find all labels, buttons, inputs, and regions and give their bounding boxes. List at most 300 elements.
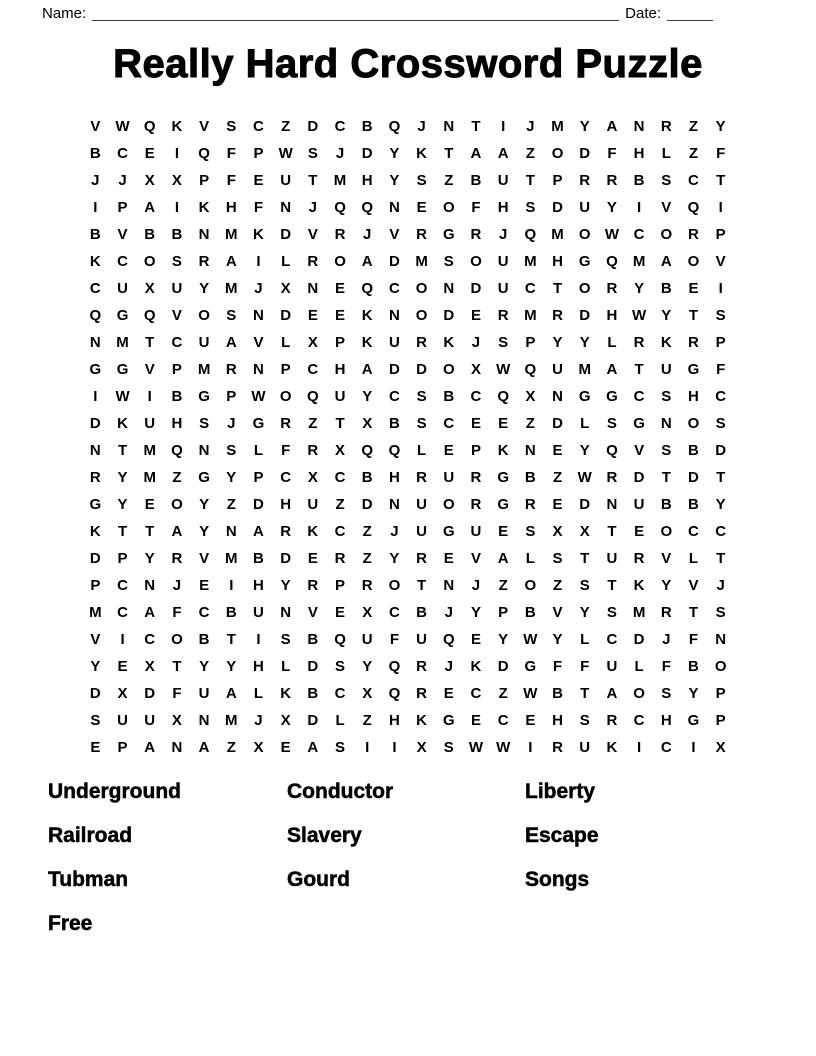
grid-letter: A [361,253,373,270]
grid-letter: E [688,280,699,297]
grid-row [82,572,735,599]
grid-letter: C [388,280,400,297]
grid-letter: B [552,685,563,702]
grid-letter: G [442,226,455,243]
grid-letter: R [633,334,645,351]
grid-letter: E [335,307,346,324]
grid-letter: Y [661,577,672,594]
grid-letter: A [470,145,482,162]
grid-letter: R [198,253,210,270]
grid-letter: D [470,280,482,297]
grid-letter: A [198,739,210,756]
grid-letter: V [199,550,210,567]
grid-letter: V [688,577,699,594]
grid-letter: T [580,685,590,702]
grid-letter: T [417,577,427,594]
grid-letter: K [416,712,428,729]
grid-letter: K [89,253,101,270]
grid-row [82,248,735,275]
word-item: Liberty [525,780,596,803]
grid-letter: X [307,334,318,351]
grid-letter: O [578,226,591,243]
grid-letter: D [307,658,319,675]
grid-letter: X [253,739,264,756]
grid-letter: S [335,658,346,675]
grid-letter: Q [334,199,346,216]
grid-letter: O [660,523,673,540]
grid-letter: H [633,145,645,162]
grid-letter: N [388,307,400,324]
grid-letter: R [660,604,672,621]
grid-letter: X [362,415,373,432]
grid-letter: A [144,604,156,621]
grid-letter: R [416,469,428,486]
grid-letter: C [117,604,128,621]
grid-letter: B [307,631,319,648]
grid-letter: S [416,415,427,432]
word-list-column [48,770,287,946]
grid-letter: Y [117,496,128,513]
grid-letter: N [253,307,264,324]
grid-letter: S [443,253,454,270]
grid-letter: Q [361,280,374,297]
grid-letter: W [251,388,266,405]
grid-letter: B [688,496,699,513]
grid-letter: G [442,712,455,729]
grid-letter: L [335,712,345,729]
grid-letter: H [606,307,618,324]
grid-letter: U [361,631,373,648]
grid-letter: O [388,577,401,594]
grid-letter: L [525,550,535,567]
word-item: Songs [525,868,590,891]
grid-row [82,491,735,518]
grid-letter: G [198,469,210,486]
grid-letter: T [552,280,563,297]
grid-letter: T [172,658,182,675]
grid-letter: E [199,577,210,594]
grid-letter: F [688,631,699,648]
grid-letter: M [225,226,238,243]
grid-letter: Y [144,550,155,567]
grid-letter: U [307,496,319,513]
grid-letter: J [308,199,318,216]
grid-letter: R [416,550,428,567]
grid-letter: Q [388,685,401,702]
grid-letter: Q [388,442,401,459]
grid-letter: C [633,388,645,405]
grid-letter: P [715,712,726,729]
grid-letter: O [171,631,183,648]
grid-letter: T [525,172,535,189]
grid-letter: B [144,226,156,243]
grid-letter: M [524,307,537,324]
grid-letter: G [116,361,129,378]
grid-letter: Z [688,118,699,135]
grid-letter: H [361,172,373,189]
grid-letter: B [171,226,183,243]
grid-letter: R [633,550,645,567]
grid-letter: W [115,118,130,135]
grid-letter: G [606,388,618,405]
grid-letter: C [660,739,672,756]
grid-letter: A [144,199,156,216]
grid-letter: B [443,388,455,405]
grid-letter: B [660,280,672,297]
grid-letter: R [660,118,672,135]
grid-letter: S [661,388,672,405]
grid-letter: U [416,496,428,513]
grid-letter: U [171,280,183,297]
grid-letter: Q [497,388,509,405]
grid-letter: B [524,604,536,621]
grid-letter: C [606,631,618,648]
grid-letter: M [116,334,129,351]
grid-letter: O [470,253,482,270]
grid-letter: X [362,685,373,702]
word-list-column [525,770,725,946]
grid-letter: A [497,145,509,162]
grid-row [82,518,735,545]
grid-letter: Y [389,145,400,162]
grid-letter: J [498,226,508,243]
grid-letter: G [116,307,129,324]
grid-letter: J [363,226,372,243]
grid-letter: C [334,523,346,540]
grid-letter: J [444,604,453,621]
grid-letter: S [443,739,454,756]
grid-letter: T [308,172,318,189]
grid-letter: V [661,199,672,216]
grid-letter: A [225,334,237,351]
grid-letter: X [144,658,155,675]
grid-letter: X [470,361,481,378]
grid-letter: S [715,415,726,432]
grid-letter: Y [280,577,291,594]
grid-letter: I [256,253,261,270]
grid-letter: Q [171,442,183,459]
grid-letter: G [497,496,509,513]
grid-letter: L [580,415,590,432]
letter-grid [82,113,735,761]
grid-letter: N [524,442,536,459]
grid-letter: T [335,415,345,432]
grid-letter: Y [199,658,210,675]
grid-letter: X [715,739,726,756]
grid-letter: Q [524,361,537,378]
grid-letter: E [335,604,346,621]
grid-letter: E [144,145,155,162]
grid-letter: D [89,415,101,432]
grid-letter: I [637,739,642,756]
grid-letter: C [334,118,346,135]
grid-letter: Z [281,118,291,135]
grid-letter: A [171,523,183,540]
grid-letter: M [333,172,347,189]
grid-row [82,599,735,626]
grid-letter: O [334,253,346,270]
grid-letter: E [253,172,264,189]
grid-letter: M [225,550,238,567]
grid-letter: I [718,280,723,297]
grid-letter: T [471,118,481,135]
grid-letter: C [470,388,482,405]
grid-letter: Z [498,685,508,702]
grid-letter: L [281,658,291,675]
grid-letter: B [524,469,536,486]
grid-letter: W [523,631,538,648]
grid-letter: S [498,334,509,351]
grid-letter: S [525,199,536,216]
grid-letter: U [443,469,455,486]
grid-letter: I [147,388,152,405]
grid-letter: A [225,253,237,270]
grid-letter: N [280,604,292,621]
grid-letter: E [117,658,128,675]
grid-row [82,194,735,221]
grid-letter: Z [172,469,182,486]
grid-letter: E [552,442,563,459]
grid-letter: T [117,523,128,540]
grid-letter: R [334,550,346,567]
grid-letter: P [715,685,726,702]
grid-letter: H [253,658,264,675]
grid-letter: V [634,442,645,459]
grid-letter: I [365,739,370,756]
grid-letter: E [144,496,155,513]
grid-letter: I [174,145,179,162]
grid-letter: H [660,712,672,729]
grid-letter: R [416,226,428,243]
grid-letter: U [117,712,128,729]
word-item: Conductor [287,780,394,803]
grid-letter: S [579,577,590,594]
grid-letter: R [307,253,319,270]
grid-row [82,302,735,329]
grid-letter: L [417,442,427,459]
grid-letter: C [633,226,645,243]
name-input-line[interactable] [92,20,619,21]
grid-letter: L [281,334,291,351]
grid-letter: J [716,577,725,594]
grid-letter: Q [388,118,401,135]
grid-letter: P [470,442,481,459]
grid-letter: W [278,145,293,162]
grid-letter: X [117,685,128,702]
grid-letter: U [579,739,591,756]
grid-letter: N [443,577,455,594]
grid-letter: C [443,415,455,432]
grid-letter: J [471,577,481,594]
grid-letter: F [172,604,182,621]
grid-letter: V [253,334,264,351]
grid-letter: P [280,361,291,378]
grid-letter: C [117,577,128,594]
grid-row [82,113,735,140]
grid-letter: U [552,361,563,378]
grid-row [82,626,735,653]
grid-letter: R [606,172,618,189]
grid-letter: E [307,550,318,567]
grid-letter: G [497,469,509,486]
grid-letter: L [634,658,644,675]
grid-letter: Q [687,199,700,216]
grid-row [82,734,735,761]
grid-letter: K [307,523,319,540]
grid-letter: O [442,361,455,378]
grid-letter: Z [226,496,236,513]
grid-letter: H [388,712,400,729]
grid-letter: Q [361,199,374,216]
grid-row [82,221,735,248]
grid-letter: Y [226,658,237,675]
grid-letter: Q [388,658,401,675]
grid-letter: S [579,712,590,729]
grid-letter: K [171,118,183,135]
grid-letter: U [117,280,128,297]
word-list-column [287,770,525,946]
grid-letter: J [444,658,453,675]
grid-letter: F [716,145,726,162]
grid-letter: O [143,253,156,270]
grid-letter: R [280,415,292,432]
grid-letter: D [280,550,292,567]
grid-letter: Y [715,118,726,135]
grid-letter: H [497,199,509,216]
grid-letter: Q [307,388,319,405]
grid-letter: W [523,685,538,702]
puzzle-title: Really Hard Crossword Puzzle [113,42,703,86]
grid-letter: D [715,442,727,459]
grid-letter: Y [498,631,509,648]
grid-letter: S [199,415,210,432]
grid-letter: C [117,253,128,270]
grid-letter: R [552,307,563,324]
grid-letter: Q [361,442,374,459]
grid-letter: X [579,523,590,540]
grid-letter: M [551,118,564,135]
grid-letter: M [225,712,238,729]
grid-letter: Y [470,604,481,621]
grid-letter: Y [199,523,210,540]
grid-letter: P [90,577,101,594]
grid-letter: Z [688,145,699,162]
grid-letter: X [525,388,536,405]
grid-letter: D [253,496,264,513]
grid-letter: N [198,226,210,243]
grid-letter: V [470,550,481,567]
grid-letter: N [552,388,563,405]
grid-letter: L [253,685,264,702]
grid-letter: C [497,712,509,729]
grid-row [82,356,735,383]
grid-letter: F [226,145,236,162]
grid-letter: Q [143,307,156,324]
grid-letter: Y [552,631,563,648]
grid-letter: K [660,334,672,351]
grid-letter: K [416,145,428,162]
grid-letter: P [498,604,509,621]
grid-letter: I [691,739,696,756]
grid-letter: T [688,307,699,324]
grid-letter: V [307,604,318,621]
grid-letter: F [172,685,182,702]
grid-letter: R [280,523,292,540]
grid-letter: R [470,226,482,243]
grid-letter: Q [524,226,537,243]
grid-letter: L [580,631,590,648]
grid-letter: E [280,739,291,756]
grid-letter: N [715,631,727,648]
word-item: Tubman [48,868,129,891]
grid-letter: W [496,361,511,378]
grid-letter: M [143,469,156,486]
grid-letter: E [90,739,101,756]
grid-letter: N [171,739,183,756]
grid-letter: J [172,577,182,594]
grid-letter: D [579,307,591,324]
grid-letter: L [253,442,264,459]
date-input-line[interactable] [667,20,713,21]
grid-letter: M [415,253,428,270]
grid-letter: A [660,253,672,270]
grid-letter: Z [498,577,508,594]
grid-letter: D [497,658,509,675]
grid-letter: Y [199,496,210,513]
grid-letter: M [578,361,591,378]
grid-letter: S [171,253,182,270]
grid-letter: R [470,469,482,486]
grid-letter: S [226,118,237,135]
grid-letter: E [470,631,481,648]
grid-letter: O [415,280,428,297]
grid-letter: V [389,226,400,243]
grid-letter: S [226,307,237,324]
grid-letter: N [606,496,618,513]
grid-letter: J [417,118,426,135]
grid-letter: X [416,739,427,756]
grid-letter: B [470,172,482,189]
grid-row [82,653,735,680]
grid-letter: S [416,172,427,189]
grid-letter: U [606,658,618,675]
grid-letter: S [606,604,617,621]
grid-letter: D [552,415,563,432]
grid-letter: D [416,361,428,378]
grid-letter: T [716,172,726,189]
grid-letter: A [144,739,156,756]
grid-letter: R [416,658,428,675]
word-item: Escape [525,824,599,847]
grid-letter: U [497,172,509,189]
grid-letter: P [525,334,536,351]
grid-letter: I [93,199,98,216]
grid-letter: E [470,307,481,324]
grid-row [82,383,735,410]
grid-letter: S [335,739,346,756]
grid-letter: P [226,388,237,405]
grid-letter: T [145,334,155,351]
grid-letter: E [470,712,481,729]
grid-letter: J [335,145,345,162]
grid-letter: M [197,361,211,378]
grid-letter: Z [335,496,345,513]
grid-letter: S [90,712,101,729]
grid-letter: P [117,199,128,216]
grid-letter: N [280,199,292,216]
grid-letter: W [604,226,619,243]
grid-letter: C [171,334,183,351]
